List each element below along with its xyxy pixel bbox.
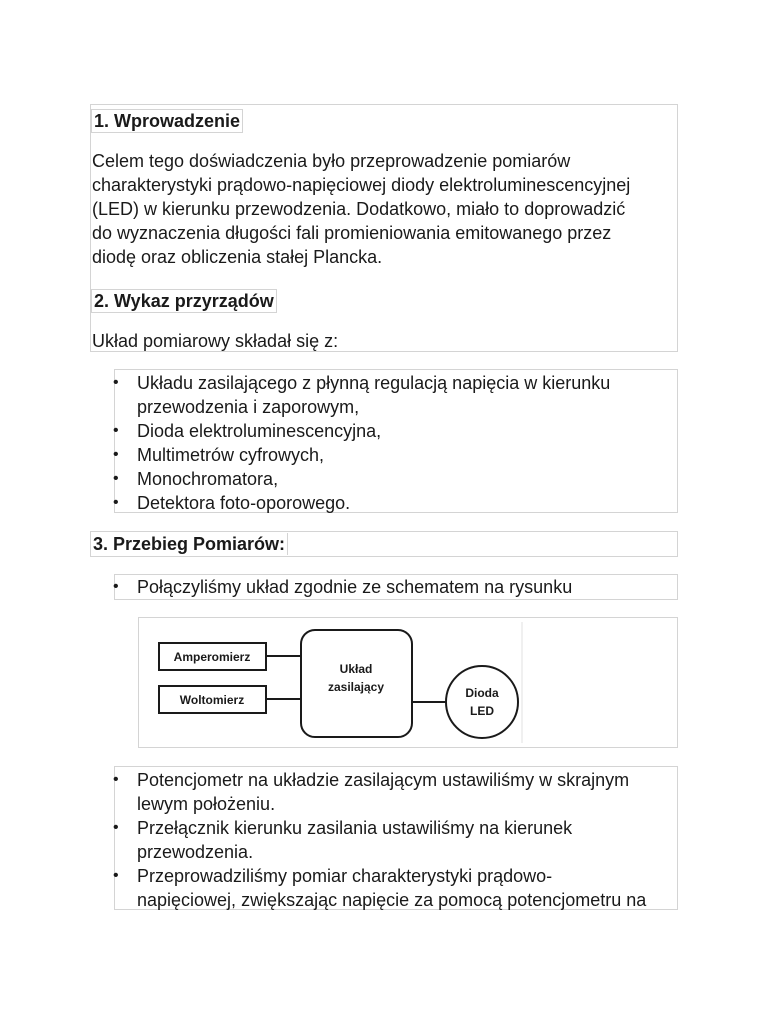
list-item: • Układu zasilającego z płynną regulacją napięcia w kierunku przewodzenia i zaporowym, — [91, 371, 681, 419]
paragraph-line: charakterystyki prądowo-napięciowej diody elektroluminescencyjnej — [92, 175, 631, 195]
section-1-heading: 1. Wprowadzenie — [91, 109, 243, 133]
first-step-list — [91, 575, 681, 599]
steps-box — [114, 766, 678, 910]
section-2-heading: 2. Wykaz przyrządów — [91, 289, 277, 313]
led-label-line2: LED — [470, 704, 494, 718]
ammeter-label: Amperomierz — [173, 650, 251, 664]
list-item: • Przełącznik kierunku zasilania ustawiliśmy na kierunek przewodzenia. — [91, 816, 681, 864]
power-unit-label-line1: Układ — [339, 662, 373, 676]
steps-list — [91, 768, 681, 912]
list-item: • Monochromatora, — [91, 467, 681, 491]
equipment-list — [91, 371, 681, 515]
power-unit-label-line2: zasilający — [327, 680, 385, 694]
list-item: • Przeprowadziliśmy pomiar charakterystyki prądowo- napięciowej, zwiększając napięcie za pomocą potencjometru na — [91, 864, 681, 912]
paragraph-line: Celem tego doświadczenia było przeprowadzenie pomiarów — [92, 151, 571, 171]
paragraph-line: diodę oraz obliczenia stałej Plancka. — [92, 247, 383, 267]
section-3-heading-box — [90, 531, 678, 557]
list-item: • Potencjometr na układzie zasilającym ustawiliśmy w skrajnym lewym położeniu. — [91, 768, 681, 816]
circuit-diagram — [139, 618, 677, 747]
voltmeter-label: Woltomierz — [179, 693, 245, 707]
list-item: • Połączyliśmy układ zgodnie ze schematem na rysunku — [91, 575, 681, 599]
paragraph-line: (LED) w kierunku przewodzenia. Dodatkowo, miało to doprowadzić — [92, 199, 626, 219]
led-label-line1: Dioda — [465, 686, 499, 700]
equipment-list-box — [114, 369, 678, 513]
circuit-diagram-box — [138, 617, 678, 748]
list-item: • Dioda elektroluminescencyjna, — [91, 419, 681, 443]
paragraph-line: do wyznaczenia długości fali promieniowania emitowanego przez — [92, 223, 612, 243]
list-item: • Detektora foto-oporowego. — [91, 491, 681, 515]
led-circle — [446, 666, 518, 738]
first-step-box — [114, 574, 678, 600]
equipment-intro: Układ pomiarowy składał się z: — [92, 331, 339, 351]
intro-section-box — [90, 104, 678, 352]
list-item: • Multimetrów cyfrowych, — [91, 443, 681, 467]
section-3-heading: 3. Przebieg Pomiarów: — [91, 533, 288, 555]
intro-paragraph — [92, 149, 630, 269]
